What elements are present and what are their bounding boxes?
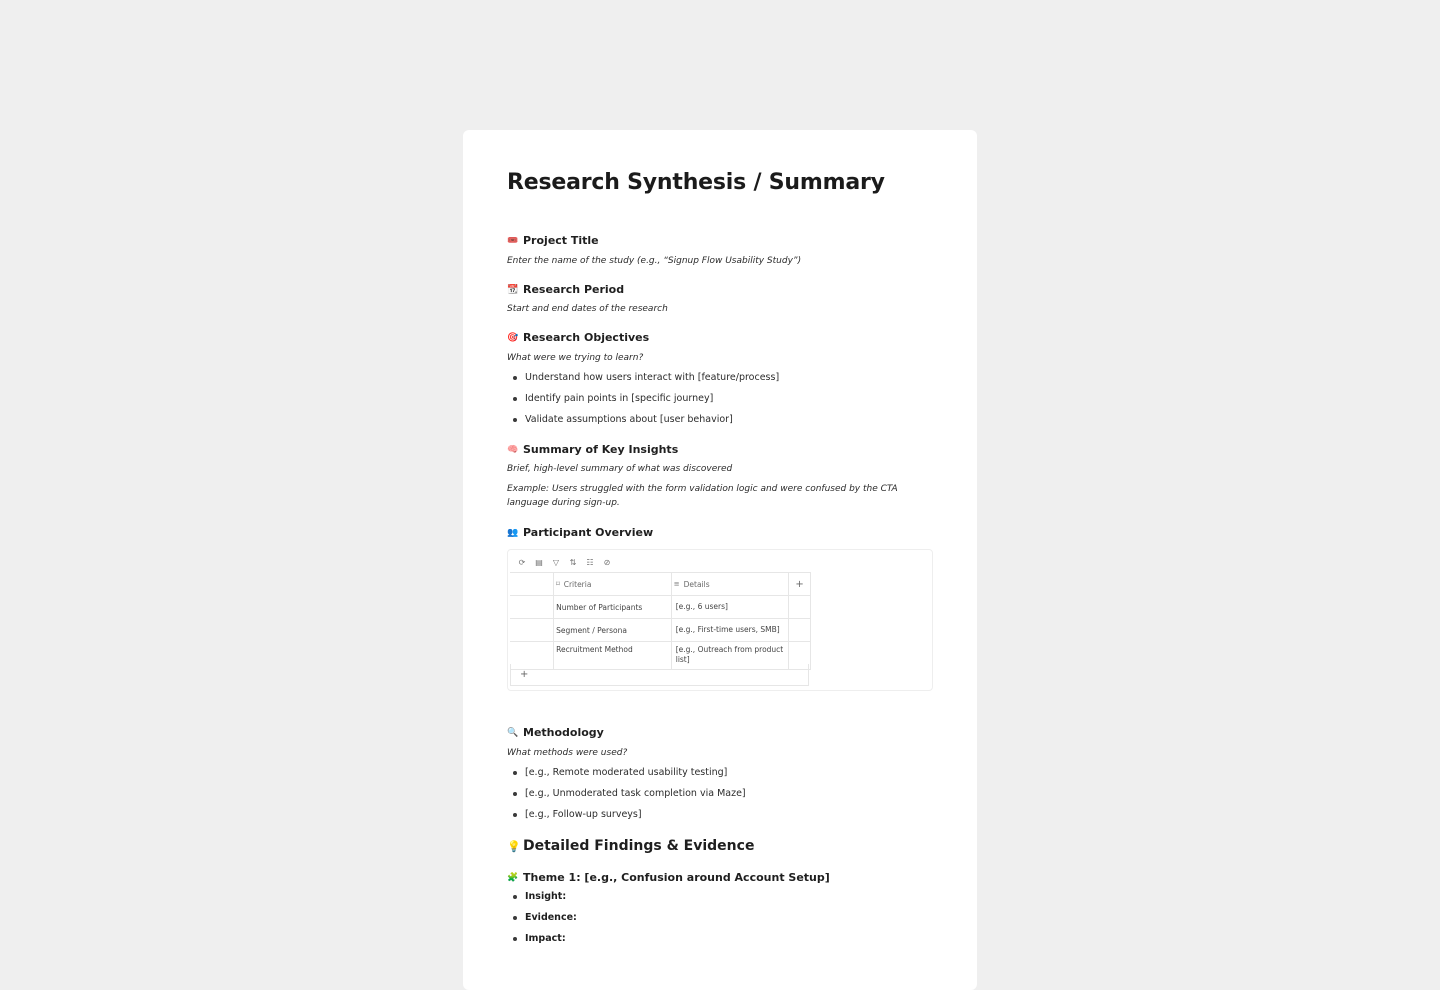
list-item[interactable]: Impact:: [507, 933, 933, 954]
sync-icon[interactable]: ⟳: [518, 557, 526, 567]
puzzle-icon: 🧩: [507, 872, 519, 883]
key-insights-example[interactable]: Example: Users struggled with the form validation logic and were confused by the CTA language during sign-up.: [507, 484, 898, 508]
add-column-button[interactable]: +: [789, 573, 811, 596]
calendar-icon: 📆: [507, 284, 519, 295]
list-item[interactable]: [e.g., Remote moderated usability testing]: [507, 767, 933, 788]
heading-label: Participant Overview: [523, 526, 654, 539]
heading-label: Detailed Findings & Evidence: [523, 838, 755, 854]
heading-methodology[interactable]: [507, 726, 604, 739]
lightbulb-icon: 💡: [507, 839, 521, 853]
target-icon: 🎯: [507, 332, 519, 343]
heading-label: Research Period: [523, 283, 625, 296]
heading-label: Project Title: [523, 234, 599, 247]
column-header-criteria[interactable]: ⌑ Criteria: [554, 573, 672, 596]
heading-project-title[interactable]: [507, 234, 599, 247]
participant-database: [507, 549, 933, 691]
heading-label: Research Objectives: [523, 331, 650, 344]
ticket-icon: 🎟️: [507, 235, 519, 246]
criteria-cell[interactable]: Number of Participants: [554, 596, 672, 619]
heading-research-objectives[interactable]: [507, 331, 649, 344]
hide-icon[interactable]: ⊘: [603, 557, 611, 567]
add-row-button[interactable]: +: [510, 664, 809, 686]
criteria-cell[interactable]: Recruitment Method: [554, 642, 672, 670]
heading-key-insights[interactable]: [507, 443, 678, 456]
table-row[interactable]: [510, 596, 811, 619]
list-item[interactable]: Validate assumptions about [user behavior]: [507, 414, 933, 435]
criteria-cell[interactable]: Segment / Persona: [554, 619, 672, 642]
objectives-list: [507, 372, 933, 435]
key-insights-hint[interactable]: Brief, high-level summary of what was discovered: [507, 464, 733, 474]
page-title[interactable]: Research Synthesis / Summary: [507, 170, 885, 195]
project-title-hint[interactable]: Enter the name of the study (e.g., “Signup Flow Usability Study”): [507, 256, 802, 266]
layout-icon[interactable]: ▤: [535, 557, 543, 567]
filter-icon[interactable]: ▽: [552, 557, 560, 567]
list-item[interactable]: Identify pain points in [specific journey]: [507, 393, 933, 414]
list-item[interactable]: Evidence:: [507, 912, 933, 933]
list-item[interactable]: [e.g., Unmoderated task completion via Maze]: [507, 788, 933, 809]
column-header-details[interactable]: ≡ Details: [671, 573, 789, 596]
heading-participant-overview[interactable]: [507, 526, 653, 539]
list-item[interactable]: Insight:: [507, 891, 933, 912]
heading-label: Methodology: [523, 726, 604, 739]
heading-label: Theme 1: [e.g., Confusion around Account Setup]: [523, 871, 830, 884]
details-cell[interactable]: [e.g., First-time users, SMB]: [671, 619, 789, 642]
list-item[interactable]: Understand how users interact with [feature/process]: [507, 372, 933, 393]
bookmark-icon: ⌑: [556, 580, 560, 588]
details-cell[interactable]: [e.g., Outreach from product list]: [671, 642, 789, 670]
database-toolbar: [516, 556, 613, 568]
table-header-row: [510, 573, 811, 596]
group-icon[interactable]: ☷: [586, 557, 594, 567]
heading-detailed-findings[interactable]: [507, 838, 754, 854]
methodology-hint[interactable]: What methods were used?: [507, 748, 628, 758]
sort-icon[interactable]: ⇅: [569, 557, 577, 567]
people-icon: 👥: [507, 527, 519, 538]
document-page: [463, 130, 977, 990]
research-period-hint[interactable]: Start and end dates of the research: [507, 304, 668, 314]
magnifier-icon: 🔍: [507, 727, 519, 738]
heading-theme-1[interactable]: [507, 871, 830, 884]
details-cell[interactable]: [e.g., 6 users]: [671, 596, 789, 619]
brain-icon: 🧠: [507, 444, 519, 455]
text-lines-icon: ≡: [673, 580, 680, 588]
heading-research-period[interactable]: [507, 283, 624, 296]
methodology-list: [507, 767, 933, 830]
participant-table: [510, 572, 811, 670]
table-row[interactable]: [510, 619, 811, 642]
research-objectives-hint[interactable]: What were we trying to learn?: [507, 353, 644, 363]
theme-1-list: [507, 891, 933, 954]
heading-label: Summary of Key Insights: [523, 443, 679, 456]
list-item[interactable]: [e.g., Follow-up surveys]: [507, 809, 933, 830]
